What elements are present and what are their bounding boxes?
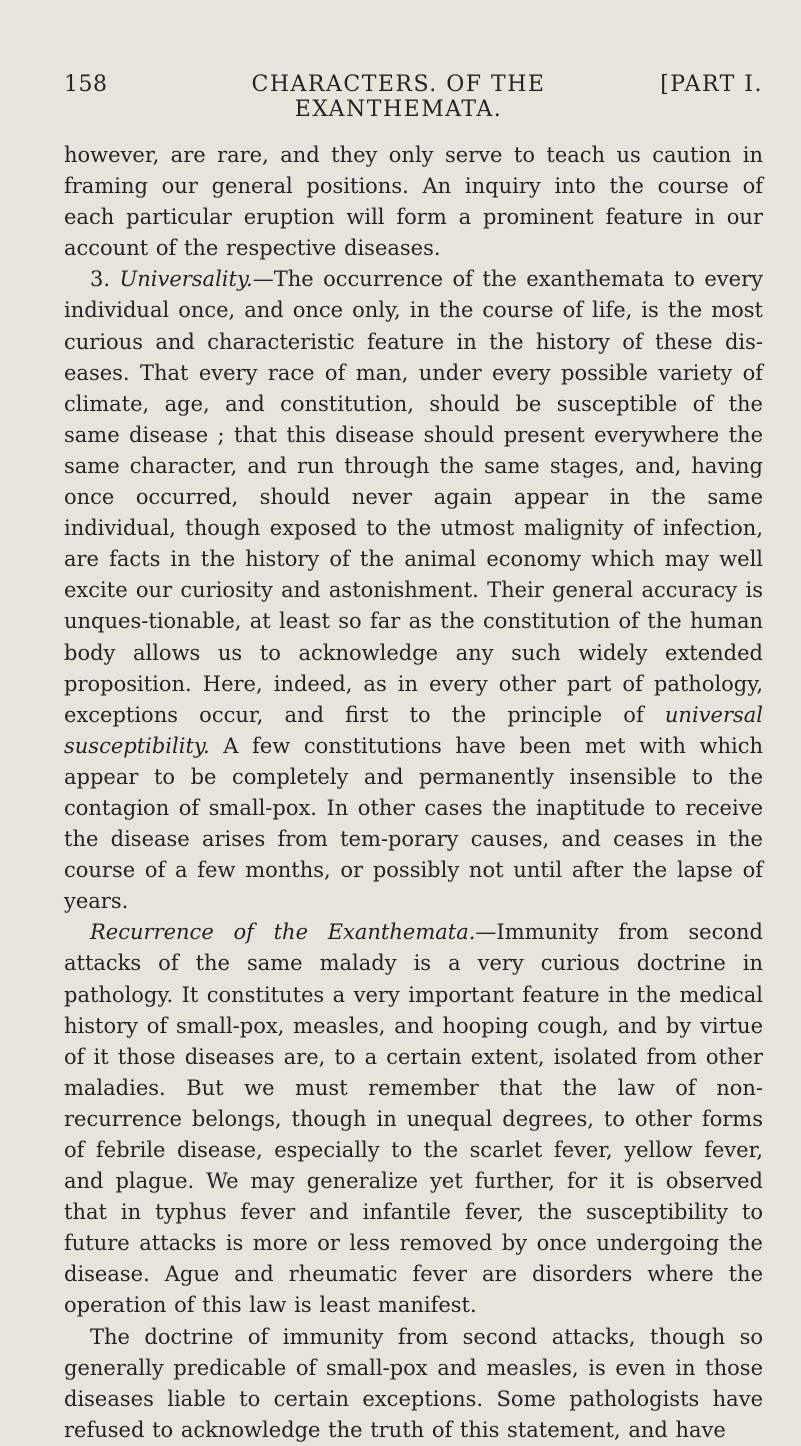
page-number: 158 <box>64 72 108 97</box>
paragraph-text: A few constitutions have been met with which appear to be completely and permanently insensible to the contagion of small-pox. In other cases the inaptitude to receive the disease arises from tem-porary causes, and ceases in the course of a few months, or possibly not until after the lapse of years. <box>64 733 763 914</box>
section-heading-recurrence: Recurrence of the Exanthemata. <box>90 920 476 945</box>
paragraph-universality <box>64 264 763 917</box>
paragraph-text: —The occurrence of the exanthemata to every individual once, and once only, in the course of life, is the most curious and characteristic feature in the history of these dis-eases. That every race of man, under every possible variety of climate, age, and constitution, should be susceptible of the same disease ; that this disease should present everywhere the same character, and run through the same stages, and, having once occurred, should never again appear in the same individual, though exposed to the utmost malignity of infection, are facts in the history of the animal economy which may well excite our curiosity and astonishment. Their general accuracy is unques-tionable, at least so far as the constitution of the human body allows us to acknowledge any such widely extended proposition. Here, indeed, as in every other part of pathology, exceptions occur, and first to the principle of <box>64 267 763 727</box>
paragraph-recurrence <box>64 917 763 1321</box>
paragraph-text: —Immunity from second attacks of the same malady is a very curious doctrine in pathology. It constitutes a very important feature in the medical history of small-pox, measles, and hooping cough, and by virtue of it those diseases are, to a certain extent, isolated from other maladies. But we must remember that the law of non-recurrence belongs, though in unequal degrees, to other forms of febrile disease, especially to the scarlet fever, yellow fever, and plague. We may generalize yet further, for it is observed that in typhus fever and infantile fever, the susceptibility to future attacks is more or less removed by once undergoing the disease. Ague and rheumatic fever are disorders where the operation of this law is least manifest. <box>64 920 763 1318</box>
paragraph-1: however, are rare, and they only serve to teach us caution in framing our general positions. An inquiry into the course of each particular eruption will form a prominent feature in our account of the respective diseases. <box>64 143 763 261</box>
body-text <box>64 140 763 1446</box>
part-label: [PART I. <box>660 72 763 97</box>
italic-phrase: universal susceptibility. <box>64 702 763 758</box>
section-number: 3. <box>90 267 111 292</box>
section-heading-universality: Universality. <box>119 267 253 292</box>
page-header <box>64 72 763 122</box>
paragraph-4: The doctrine of immunity from second attacks, though so generally predicable of small-pox and measles, is even in those diseases liable to certain exceptions. Some pathologists have refused to acknowledge the truth of this statement, and have <box>64 1324 763 1442</box>
running-title: CHARACTERS. OF THE EXANTHEMATA. <box>251 72 546 122</box>
